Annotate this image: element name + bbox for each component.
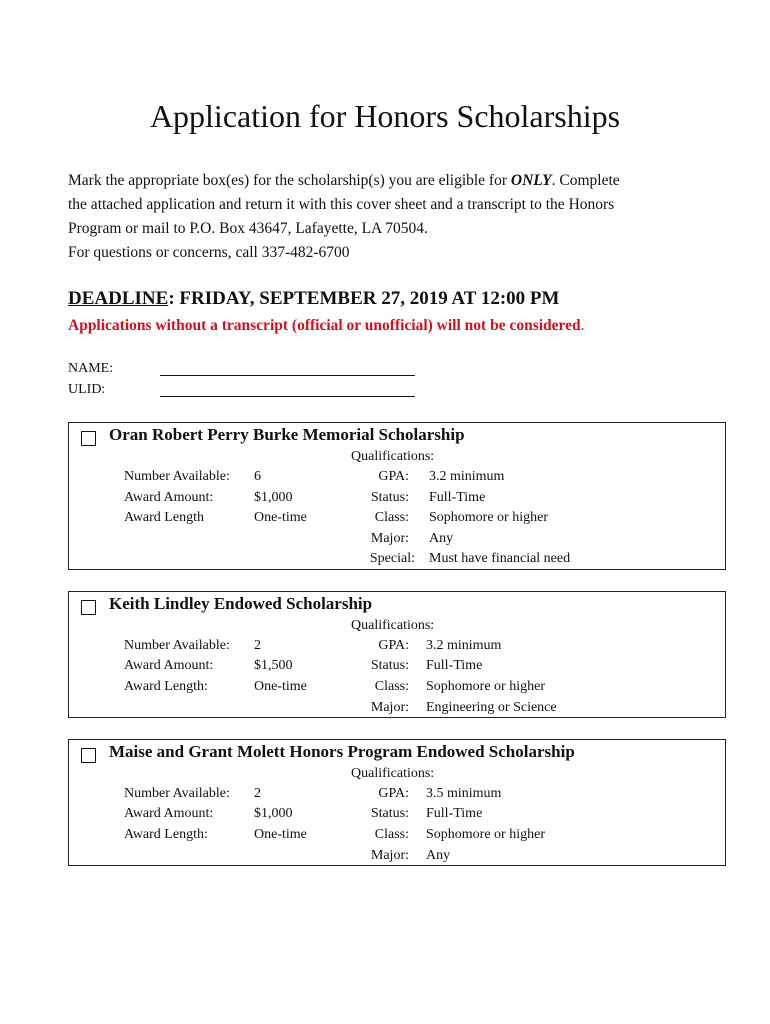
scholarship-box-molett <box>68 739 726 866</box>
qualification-label: Major: <box>370 531 409 546</box>
qualifications-heading: Qualifications: <box>351 766 435 781</box>
detail-value: $1,500 <box>254 658 293 673</box>
qualification-label: Status: <box>370 806 409 821</box>
scholarship-title: Oran Robert Perry Burke Memorial Scholarship <box>109 425 465 444</box>
qualification-label: Class: <box>374 510 409 525</box>
detail-value: One-time <box>254 510 307 525</box>
instructions-line-4: For questions or concerns, call 337-482-6700 <box>68 244 350 261</box>
checkbox-molett[interactable] <box>81 748 96 763</box>
transcript-warning <box>68 317 585 335</box>
qualification-value: 3.2 minimum <box>429 469 505 484</box>
checkbox-lindley[interactable] <box>81 600 96 615</box>
ulid-label: ULID: <box>68 382 106 397</box>
checkbox-burke[interactable] <box>81 431 96 446</box>
name-label: NAME: <box>68 361 114 376</box>
instructions-line-2: the attached application and return it with this cover sheet and a transcript to the Honors <box>68 196 615 213</box>
detail-label: Award Amount: <box>124 490 214 505</box>
qualification-value: 3.5 minimum <box>426 786 502 801</box>
qualification-value: Any <box>429 531 454 546</box>
scholarship-title: Maise and Grant Molett Honors Program Endowed Scholarship <box>109 742 575 761</box>
qualification-value: Must have financial need <box>429 551 571 566</box>
qualification-value: Full-Time <box>429 490 486 505</box>
warning-period: . <box>580 317 585 334</box>
qualification-value: Sophomore or higher <box>426 827 545 842</box>
qualification-label: Status: <box>370 490 409 505</box>
qualification-value: Engineering or Science <box>426 700 557 715</box>
detail-value: 2 <box>254 638 261 653</box>
detail-label: Number Available: <box>124 786 230 801</box>
detail-value: $1,000 <box>254 806 293 821</box>
scholarship-title: Keith Lindley Endowed Scholarship <box>109 594 373 613</box>
qualification-value: Any <box>426 848 451 863</box>
detail-label: Number Available: <box>124 469 230 484</box>
detail-label: Award Amount: <box>124 658 214 673</box>
qualification-label: Major: <box>370 848 409 863</box>
instructions-text: Mark the appropriate box(es) for the scholarship(s) you are eligible for <box>68 172 511 189</box>
qualification-label: GPA: <box>378 638 409 653</box>
detail-label: Number Available: <box>124 638 230 653</box>
qualification-label: Special: <box>369 551 415 566</box>
scholarship-box-burke <box>68 422 726 570</box>
qualification-label: Major: <box>370 700 409 715</box>
instructions-text: . Complete <box>551 172 620 189</box>
deadline <box>68 288 559 310</box>
qualification-label: GPA: <box>378 469 409 484</box>
name-field[interactable] <box>160 375 415 376</box>
detail-label: Award Length: <box>124 827 208 842</box>
qualification-label: Class: <box>374 679 409 694</box>
instructions <box>68 169 728 265</box>
qualification-value: Sophomore or higher <box>426 679 545 694</box>
detail-value: One-time <box>254 679 307 694</box>
qualification-label: GPA: <box>378 786 409 801</box>
detail-label: Award Amount: <box>124 806 214 821</box>
detail-label: Award Length: <box>124 679 208 694</box>
qualifications-heading: Qualifications: <box>351 449 435 464</box>
detail-value: $1,000 <box>254 490 293 505</box>
instructions-line-3: Program or mail to P.O. Box 43647, Lafayette, LA 70504. <box>68 220 428 237</box>
qualification-label: Status: <box>370 658 409 673</box>
qualification-label: Class: <box>374 827 409 842</box>
qualification-value: Full-Time <box>426 658 483 673</box>
qualification-value: Sophomore or higher <box>429 510 548 525</box>
scholarship-box-lindley <box>68 591 726 718</box>
instructions-emphasis: ONLY <box>510 172 552 189</box>
instructions-line-1 <box>68 169 728 193</box>
page-title: Application for Honors Scholarships <box>149 98 621 134</box>
deadline-text: : FRIDAY, SEPTEMBER 27, 2019 AT 12:00 PM <box>168 288 560 309</box>
qualifications-heading: Qualifications: <box>351 618 435 633</box>
warning-text: Applications without a transcript (official or unofficial) will not be considered <box>68 317 581 334</box>
deadline-label: DEADLINE <box>68 288 169 309</box>
detail-value: One-time <box>254 827 307 842</box>
qualification-value: Full-Time <box>426 806 483 821</box>
detail-value: 2 <box>254 786 261 801</box>
detail-value: 6 <box>254 469 261 484</box>
ulid-field[interactable] <box>160 396 415 397</box>
qualification-value: 3.2 minimum <box>426 638 502 653</box>
detail-label: Award Length <box>124 510 204 525</box>
